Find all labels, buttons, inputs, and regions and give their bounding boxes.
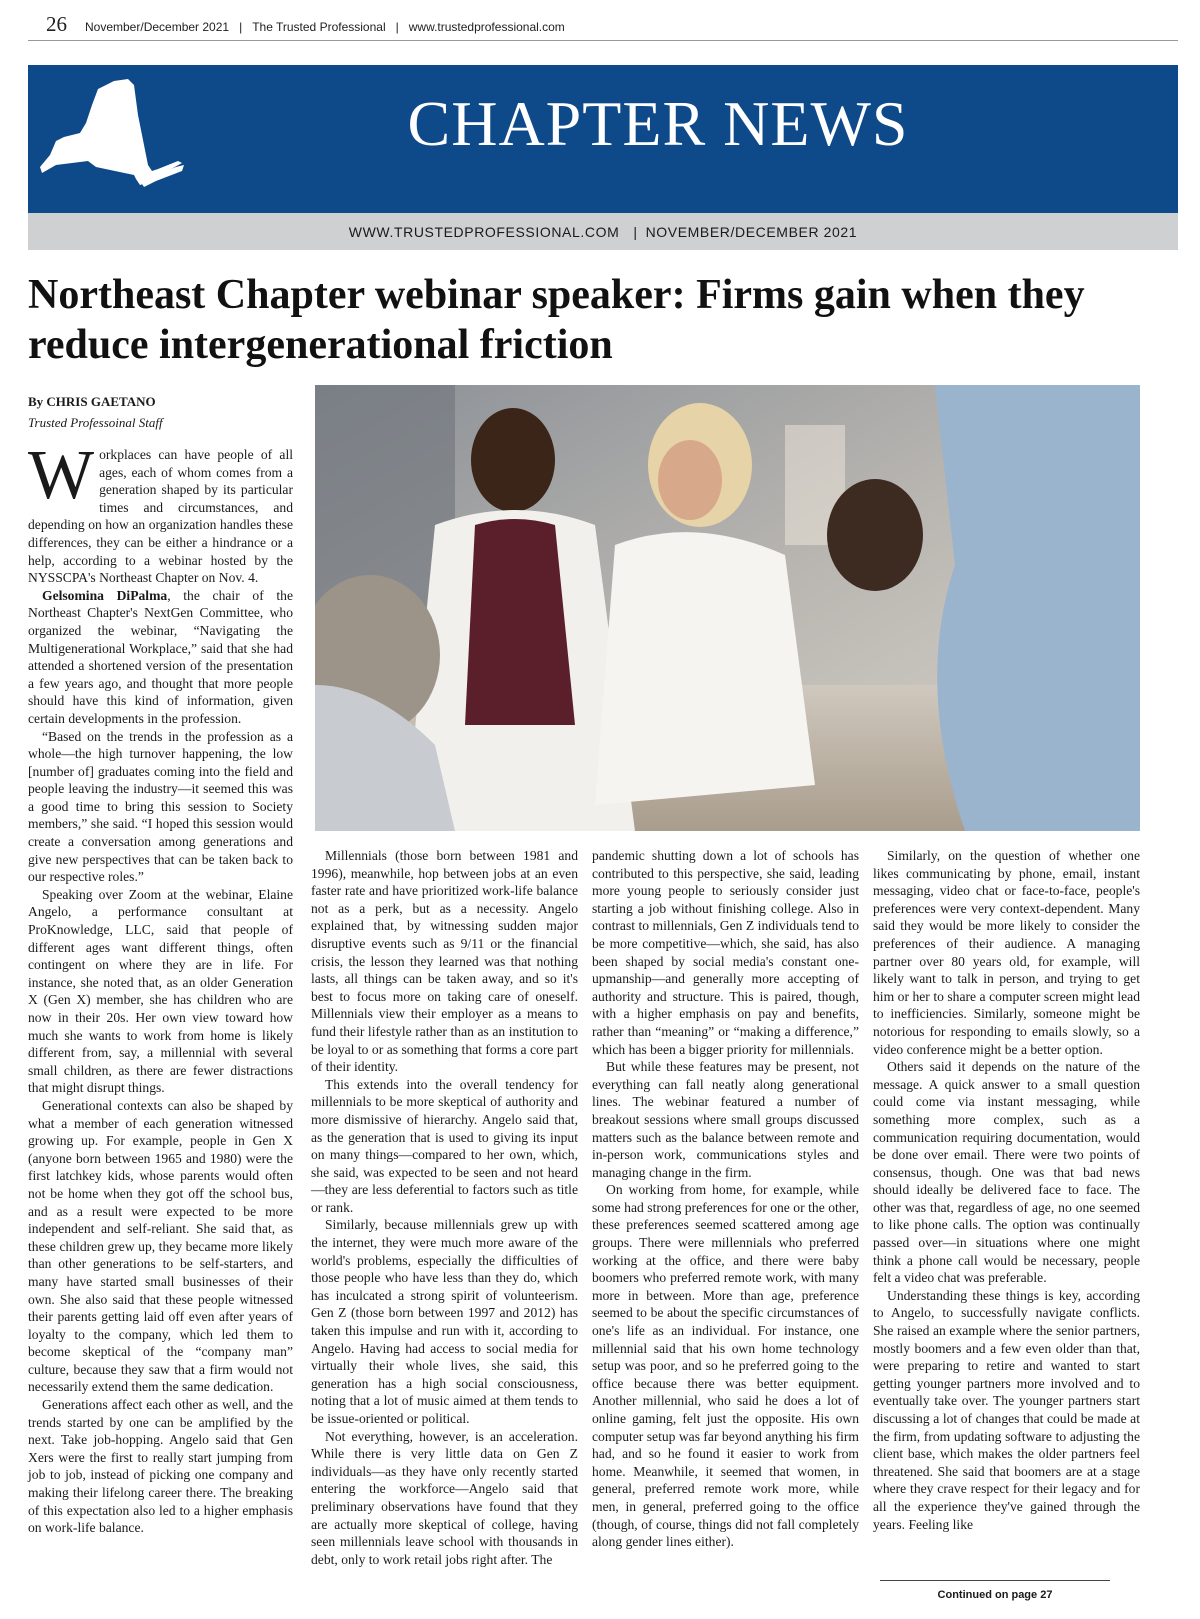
paragraph: [28, 587, 293, 728]
page-number: 26: [46, 12, 67, 36]
lead-paragraph: [28, 437, 293, 587]
paragraph: Generations affect each other as well, and the trends started by one can be amplified by the next. Take job-hopping. Angelo said that Gen Xers were the first to really start jumping from job to job, instead of picking one company and making their lifelong career there. The breaking of this expectation also led to a higher emphasis on work-life balance.: [28, 1397, 293, 1536]
lead-text: orkplaces can have people of all ages, each of whom comes from a generation shaped by its particular times and circumstances, and depending on how an organization handles these differences, they can be either a hindrance or a help, according to a webinar hosted by the NYSSCPA's Northeast Chapter on Nov. 4.: [28, 447, 293, 586]
paragraph: On working from home, for example, while some had strong preferences for one or the other, these preferences seemed scattered among age groups. There were millennials who preferred working at the office, and there were baby boomers who preferred remote work, with many more in between. More than age, preference seemed to be about the specific circumstances of one's life as an individual. For instance, one millennial said that his own home technology setup was poor, and so he preferred going to the office because there was better equipment. Another millennial, who said he does a lot of online gaming, felt just the opposite. His own computer setup was far beyond anything his firm had, and so he found it easier to work from home. Meanwhile, it seemed that women, in general, preferred remote work more, while men, in general, preferred going to the office (though, of course, things did not fall completely along gender lines either).: [592, 1182, 859, 1550]
article-column-3: [592, 847, 859, 1551]
paragraph: Others said it depends on the nature of the message. A quick answer to a small question could come via instant messaging, while something more complex, such as a communication requiring documentation, would be done over email. There were two points of consensus, though. One was that bad news should ideally be delivered face to face. The other was that, regardless of age, no one seemed to like phone calls. The option was continually passed over—in situations where one might think a phone call would be necessary, people felt a video chat was preferable.: [873, 1059, 1140, 1286]
article-staff-line: Trusted Professoinal Staff: [28, 415, 163, 430]
article-headline: Northeast Chapter webinar speaker: Firms gain when they reduce intergenerational friction: [28, 272, 1085, 368]
article-column-4: [873, 847, 1140, 1533]
paragraph: “Based on the trends in the profession as a whole—the high turnover happening, the low [number of] graduates coming into the field and people leaving the industry—it seemed this was a good time to bring this session to Society members,” she said. “I hoped this session would create a conversation among generations and give new perspectives that can be taken back to our respective roles.”: [28, 728, 293, 885]
subbar-website: WWW.TRUSTEDPROFESSIONAL.COM: [348, 223, 620, 240]
folio-separator-1: |: [239, 20, 243, 34]
subbar-separator: |: [633, 223, 638, 240]
paragraph-text: , the chair of the Northeast Chapter's NextGen Committee, who organized the webinar, “Navigating the Multigenerational Workplace,” said that she had attended a shortened version of the presentation a few years ago, and thought that more people should have this kind of information, given certain developments in the profession.: [28, 587, 294, 726]
continued-rule: [880, 1580, 1110, 1581]
folio-rule: [28, 40, 1178, 41]
article-photo: [315, 385, 1140, 831]
folio-publication: The Trusted Professional: [252, 20, 386, 34]
meeting-photo-illustration: [315, 385, 1140, 831]
paragraph: Speaking over Zoom at the webinar, Elaine Angelo, a performance consultant at ProKnowledge, LLC, said that people of different ages want different things, often contingent on where they are in life. For instance, she noted that, as an older Generation X (Gen X) member, she has children who are now in their 20s. Her own view toward how much she wants to work from home is likely different from, say, a millennial with several small children, as there are fewer distractions that might disrupt things.: [28, 886, 293, 1096]
subbar-issue: NOVEMBER/DECEMBER 2021: [645, 223, 858, 240]
article-column-1: [28, 437, 294, 1537]
banner-title: CHAPTER NEWS: [407, 88, 909, 159]
person-name: Gelsomina DiPalma: [42, 587, 168, 603]
paragraph: This extends into the overall tendency for millennials to be more skeptical of authority and more dismissive of hierarchy. Angelo said that, as the generation that is used to giving its input on many things—compared to her own, which, she said, was expected to be seen and not heard—they are less deferential to factors such as title or rank.: [311, 1076, 578, 1215]
paragraph: Similarly, because millennials grew up with the internet, they were much more aware of the world's problems, especially the difficulties of those people who have less than they do, which has inculcated a strong spirit of volunteerism. Gen Z (those born between 1997 and 2012) has taken this impulse and run with it, according to Angelo. Having had access to social media for virtually their whole lives, she said, this generation has a high social consciousness, noting that a lot of music aimed at them tends to be issue-oriented or political.: [311, 1217, 578, 1426]
paragraph: But while these features may be present, not everything can fall neatly along generational lines. The webinar featured a number of breakout sessions where small groups discussed matters such as the balance between remote and in-person work, communications styles and managing change in the firm.: [592, 1059, 859, 1180]
article-column-2: [311, 847, 578, 1568]
folio-line: [28, 12, 1178, 40]
continued-on-page: Continued on page 27: [937, 1589, 1053, 1601]
paragraph: Not everything, however, is an acceleration. While there is very little data on Gen Z individuals—as they have only recently started entering the workforce—Angelo said that preliminary observations have found that they are actually more skeptical of college, having seen millennials leave school with thousands in debt, only to work retail jobs right after. The: [311, 1428, 578, 1567]
paragraph: Millennials (those born between 1981 and 1996), meanwhile, hop between jobs at an even faster rate and have prioritized work-life balance not as a perk, but as a necessity. Angelo explained that, by witnessing sudden major disruptive events such as 9/11 or the financial crisis, the lesson they learned was that nothing lasts, all things can be taken away, and so it's best to focus more on taking care of oneself. Millennials view their employer as a means to fund their lifestyle rather than as an institution to be loyal to or as something that forms a core part of their identity.: [311, 848, 578, 1075]
article-byline: By CHRIS GAETANO: [28, 394, 156, 409]
chapter-news-banner: [28, 65, 1178, 213]
paragraph: Understanding these things is key, according to Angelo, to successfully navigate conflicts. She raised an example where the senior partners, mostly boomers and a few even older than that, were preparing to retire and wanted to start getting younger partners more involved and to eventually take over. The younger partners start discussing a lot of changes that could be made at the firm, from updating software to adjusting the client base, which makes the older partners feel threatened. She said that boomers are at a stage where they crave respect for their legacy and for all the experience they've gained through the years. Feeling like: [873, 1287, 1140, 1532]
folio-separator-2: |: [395, 20, 399, 34]
folio-website: www.trustedprofessional.com: [408, 20, 565, 34]
paragraph: pandemic shutting down a lot of schools has contributed to this perspective, she said, leading more young people to seriously consider just starting a job without finishing college. Also in contrast to millennials, Gen Z individuals tend to be more competitive—which, she said, has also been shaped by social media's constant one-upmanship—and generally more accepting of authority and structure. This is paired, though, with a higher emphasis on pay and benefits, rather than “meaning” or “making a difference,” which has been a bigger priority for millennials.: [592, 848, 859, 1057]
paragraph: Generational contexts can also be shaped by what a member of each generation witnessed growing up. For example, people in Gen X (anyone born between 1965 and 1980) were the first latchkey kids, whose parents would often not be home when they got off the school bus, and as a result were expected to be more independent and self-reliant. She said that, as these children grew up, they became more likely than other generations to be self-starters, and many have started small businesses of their own. She also said that these people witnessed their parents getting laid off even after years of loyalty to the company, which led them to become skeptical of the “company man” culture, because they saw that a firm would not necessarily extend them the same dedication.: [28, 1097, 293, 1395]
folio-issue: November/December 2021: [85, 20, 230, 34]
subbar: [28, 213, 1178, 250]
paragraph: Similarly, on the question of whether one likes communicating by phone, email, instant messaging, video chat or face-to-face, people's preferences were very context-dependent. Many said they would be more likely to consider the preferences of their audience. A managing partner over 80 years old, for example, will likely want to talk in person, and trying to get him or her to share a computer screen might lead to inefficiencies. Similarly, someone might be notorious for responding to emails slowly, so a video conference might be a better option.: [873, 848, 1140, 1057]
drop-cap: W: [28, 437, 95, 514]
